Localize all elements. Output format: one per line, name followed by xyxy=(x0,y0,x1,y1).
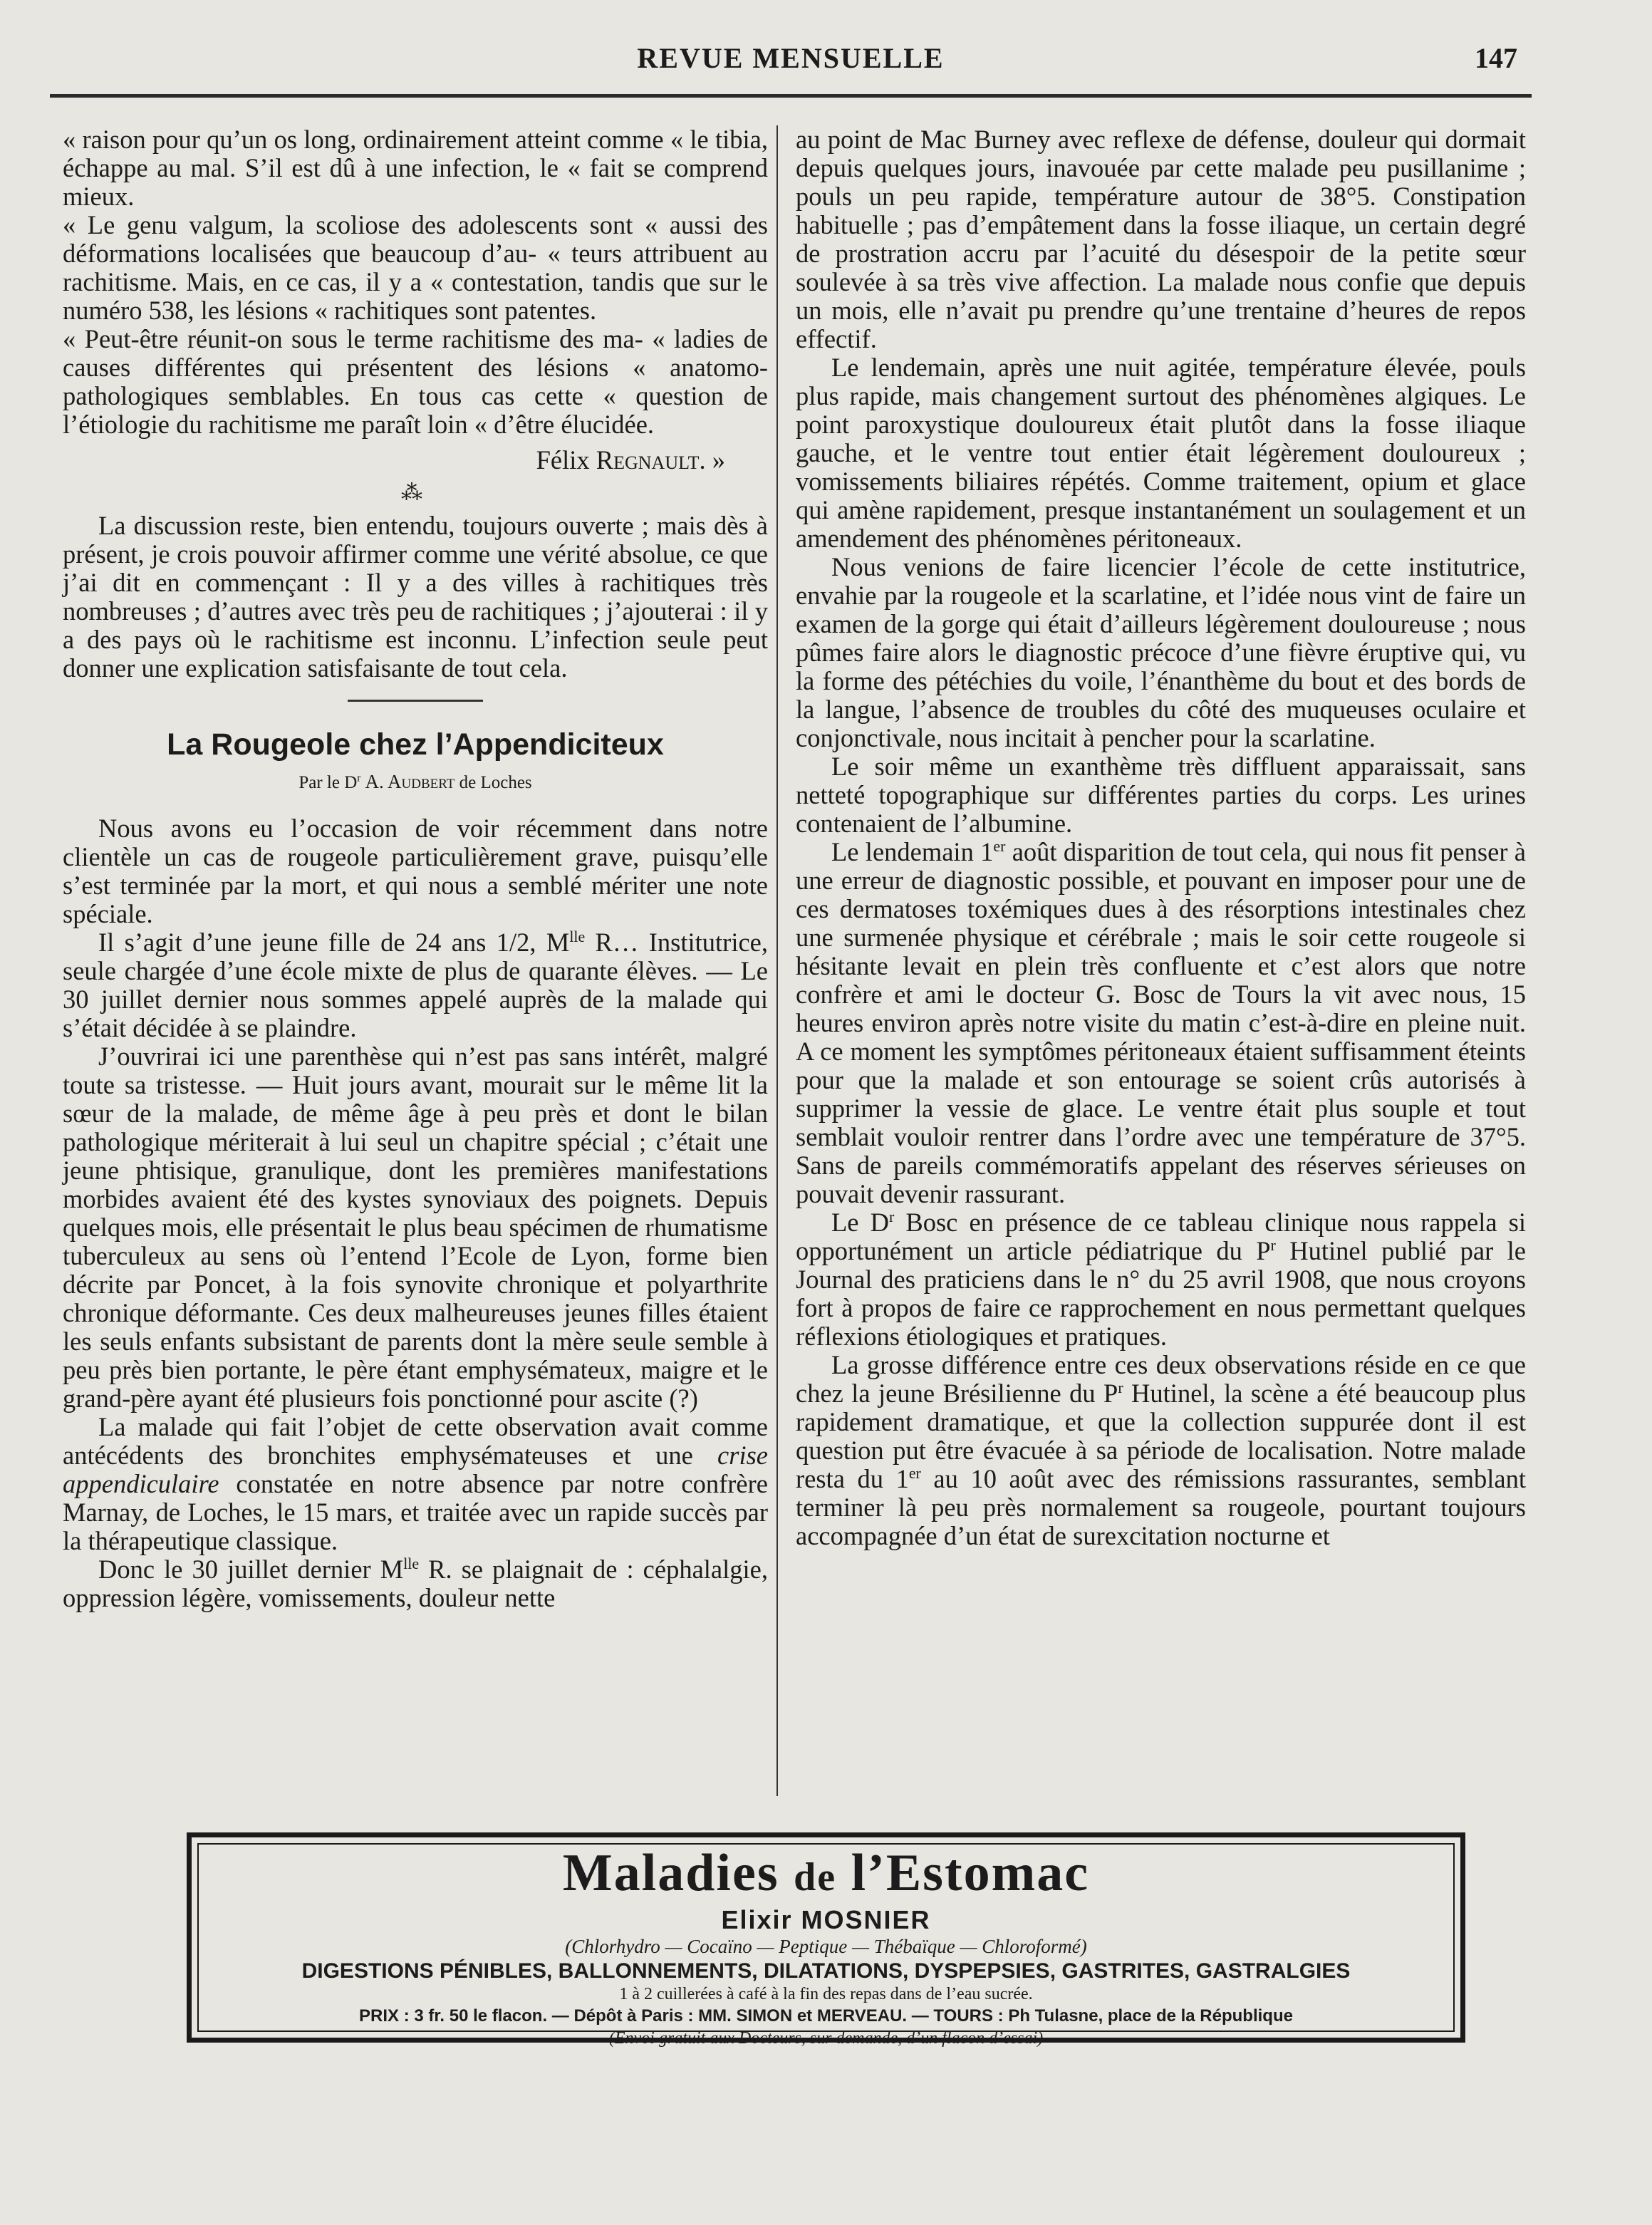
article-paragraph xyxy=(796,1208,1526,1351)
superscript: lle xyxy=(569,927,586,945)
asterism-separator: ⁂ xyxy=(401,481,430,504)
page-header xyxy=(50,41,1532,84)
advertisement-box xyxy=(187,1832,1465,2048)
superscript: r xyxy=(1270,1235,1276,1254)
byline-author: A. Audbert xyxy=(365,771,455,792)
ad-dosage: 1 à 2 cuillerées à café à la fin des repas dans de l’eau sucrée. xyxy=(619,1985,1033,2003)
ad-product-name: Elixir MOSNIER xyxy=(721,1905,931,1934)
article-paragraph xyxy=(796,838,1526,1208)
text-run: au 10 août avec des rémissions rassurantes, semblant terminer là peu près normalement sa rougeole, pourtant toujours accompagnée d’un état de surexcitation nocturne et xyxy=(796,1464,1527,1550)
article-paragraph xyxy=(63,928,768,1042)
text-run: La malade qui fait l’objet de cette observation avait comme antécédents des bronchites emphysémateuses et une xyxy=(63,1412,768,1470)
ad-ailments: DIGESTIONS PÉNIBLES, BALLONNEMENTS, DILATATIONS, DYSPEPSIES, GASTRITES, GASTRALGIES xyxy=(301,1959,1351,1983)
text-run: R. se plaignait de : céphalalgie, oppression légère, vomissements, douleur nette xyxy=(63,1555,768,1612)
left-column xyxy=(63,125,768,1612)
article-byline xyxy=(63,767,768,797)
text-run: Le D xyxy=(831,1208,889,1237)
header-rule xyxy=(50,94,1532,98)
byline-prefix: Par le D xyxy=(298,773,358,792)
ad-headline-main: Maladies xyxy=(562,1844,779,1902)
page-number: 147 xyxy=(1475,42,1517,74)
ad-variants: (Chlorhydro — Cocaïno — Peptique — Thébaïque — Chloroformé) xyxy=(565,1936,1087,1957)
text-run: La grosse différence entre ces deux observations réside en ce que chez la jeune Brésilienne du P xyxy=(796,1350,1526,1408)
article-paragraph xyxy=(796,1351,1526,1550)
byline-sup: r xyxy=(357,772,361,784)
article-paragraph: Nous venions de faire licencier l’école de cette institutrice, envahie par la rougeole et la scarlatine, et l’idée nous vint de faire un examen de la gorge qui était d’ailleurs légèrement douloureuse ; nous pûmes faire alors le diagnostic précoce d’une fièvre éruptive qui, vu la forme des pétéchies du voile, l’énanthème du bout et des bords de la langue, l’absence de troubles du côté des muqueuses oculaire et conjonctivale, nous incitait à pencher pour la scarlatine. xyxy=(796,552,1526,752)
signature-close: » xyxy=(705,445,725,474)
superscript: er xyxy=(993,836,1006,855)
column-separator xyxy=(776,125,778,1796)
article-paragraph xyxy=(63,1555,768,1612)
signature-first-name: Félix xyxy=(536,445,590,474)
ad-price-line: PRIX : 3 fr. 50 le flacon. — Dépôt à Paris : MM. SIMON et MERVEAU. — TOURS : Ph Tulasne, place de la République xyxy=(359,2006,1293,2026)
superscript: er xyxy=(908,1463,921,1482)
ad-offer: (Envoi gratuit aux Docteurs, sur demande, d’un flacon d’essai) xyxy=(608,2029,1044,2048)
article-paragraph: Nous avons eu l’occasion de voir récemment dans notre clientèle un cas de rougeole particulièrement grave, puisqu’elle s’est terminée par la mort, et qui nous a semblé mériter une note spéciale. xyxy=(63,814,768,928)
text-run: R… Institutrice, seule chargée d’une école mixte de plus de quarante élèves. — Le 30 juillet dernier nous sommes appelé auprès de la malade qui s’était décidée à se plaindre. xyxy=(63,928,768,1042)
advertisement-inner-border xyxy=(197,1843,1455,2032)
right-column xyxy=(796,125,1526,1550)
article-paragraph: J’ouvrirai ici une parenthèse qui n’est pas sans intérêt, malgré toute sa tristesse. — Huit jours avant, mourait sur le même lit la sœur de la malade, de même âge à peu près et dont le bilan pathologique mériterait à lui seul un chapitre spécial ; c’était une jeune phtisique, granulique, dont les premières manifestations morbides avaient été des kystes synoviaux des poignets. Depuis quelques mois, elle présentait le plus beau spécimen de rhumatisme tuberculeux au sens où l’entend l’Ecole de Lyon, forme bien décrite par Poncet, à la fois synovite chronique et polyarthrite chronique déformante. Ces deux malheureuses jeunes filles étaient les seuls enfants subsistant de parents dont la mère seule semble à peu près bien portante, le père étant emphysémateux, maigre et le grand-père ayant été plusieurs fois ponctionné pour ascite (?) xyxy=(63,1042,768,1413)
text-run: août disparition de tout cela, qui nous fit penser à une erreur de diagnostic possible, et pouvant en imposer pour une de ces dermatoses toxémiques dues à des résorptions intestinales chez une surmenée physique et cérébrale ; mais le soir cette rougeole si hésitante levait en plein très confluente et c’est alors que notre confrère et ami le docteur G. Bosc de Tours la vit avec nous, 15 heures environ après notre visite du matin c’est-à-dire en pleine nuit. A ce moment les symptômes péritoneaux étaient suffisamment éteints pour que la malade et son entourage se soient crûs autorisés à supprimer la vessie de glace. Le ventre était plus souple et tout semblait vouloir rentrer dans l’ordre avec une température de 37°5. Sans de pareils commémoratifs appelant des réserves sérieuses on pouvait devenir rassurant. xyxy=(796,837,1526,1208)
text-run: Bosc en présence de ce tableau clinique nous rappela si opportunément un article pédiatrique du P xyxy=(796,1208,1526,1265)
italic-run: crise appendiculaire xyxy=(63,1441,768,1498)
byline-suffix: de Loches xyxy=(459,773,532,792)
quote-paragraph: « raison pour qu’un os long, ordinairement atteint comme « le tibia, échappe au mal. S’il est dû à une infection, le « fait se comprend mieux. xyxy=(63,125,768,211)
superscript: lle xyxy=(403,1554,420,1572)
quote-paragraph: « Le genu valgum, la scoliose des adolescents sont « aussi des déformations localisées que beaucoup d’au- « teurs attribuent au rachitisme. Mais, en ce cas, il y a « contestation, tandis que sur le numéro 538, les lésions « rachitiques sont patentes. xyxy=(63,210,768,325)
section-rule xyxy=(348,700,483,702)
discussion-paragraph: La discussion reste, bien entendu, toujours ouverte ; mais dès à présent, je crois pouvoir affirmer comme une vérité absolue, ce que j’ai dit en commençant : Il y a des villes à rachitiques très nombreuses ; d’autres avec très peu de rachitiques ; j’ajouterai : il y a des pays où le rachitisme est inconnu. L’infection seule peut donner une explication satisfaisante de tout cela. xyxy=(63,511,768,683)
quote-signature xyxy=(63,446,768,474)
article-paragraph: Le lendemain, après une nuit agitée, température élevée, pouls plus rapide, mais changement surtout des phénomènes algiques. Le point paroxystique douloureux était plutôt dans la fosse iliaque gauche, et le ventre tout entier était légèrement douloureux ; vomissements biliaires répétés. Comme traitement, opium et glace qui amène rapidement, presque instantanément un soulagement et un amendement des phénomènes péritoneaux. xyxy=(796,353,1526,553)
text-run: Il s’agit d’une jeune fille de 24 ans 1/2, M xyxy=(98,928,570,957)
text-run: constatée en notre absence par notre confrère Marnay, de Loches, le 15 mars, et traitée avec un rapide succès par la thérapeutique classique. xyxy=(63,1469,768,1555)
text-run: Hutinel publié par le Journal des praticiens dans le n° du 25 avril 1908, que nous croyons fort à propos de faire ce rapprochement en nous permettant quelques réflexions étiologiques et pratiques. xyxy=(796,1236,1526,1351)
ad-headline-end: l’Estomac xyxy=(851,1844,1090,1902)
ad-headline-small: de xyxy=(794,1855,837,1899)
article-paragraph: au point de Mac Burney avec reflexe de défense, douleur qui dormait depuis quelques jours, inavouée par cette malade peu pusillanime ; pouls un peu rapide, température autour de 38°5. Constipation habituelle ; pas d’empâtement dans la fosse iliaque, un certain degré de prostration accru par l’acuité du désespoir de la petite sœur soulevée à sa très vive affection. La malade nous confie que depuis un mois, elle n’avait pu prendre qu’une trentaine d’heures de repos effectif. xyxy=(796,125,1526,353)
signature-last-name: Regnault. xyxy=(596,445,706,474)
superscript: r xyxy=(888,1207,895,1225)
journal-title: REVUE MENSUELLE xyxy=(637,42,945,74)
quoted-letter xyxy=(63,125,768,439)
superscript: r xyxy=(1118,1378,1123,1396)
article-paragraph: Le soir même un exanthème très diffluent apparaissait, sans netteté topographique sur différentes parties du corps. Les urines contenaient de l’albumine. xyxy=(796,752,1526,838)
quote-paragraph: « Peut-être réunit-on sous le terme rachitisme des ma- « ladies de causes différentes qui présentent des lésions « anatomo-pathologiques semblables. En tous cas cette « question de l’étiologie du rachitisme me paraît loin « d’être élucidée. xyxy=(63,324,768,439)
text-run: Hutinel, la scène a été beaucoup plus rapidement dramatique, et que la collection suppurée dont il est question put être évacuée à sa période de localisation. Notre malade resta du 1 xyxy=(796,1379,1526,1493)
text-run: Donc le 30 juillet dernier M xyxy=(98,1555,404,1584)
article-paragraph xyxy=(63,1413,768,1555)
text-run: Le lendemain 1 xyxy=(831,837,994,866)
article-title: La Rougeole chez l’Appendiciteux xyxy=(167,727,664,762)
